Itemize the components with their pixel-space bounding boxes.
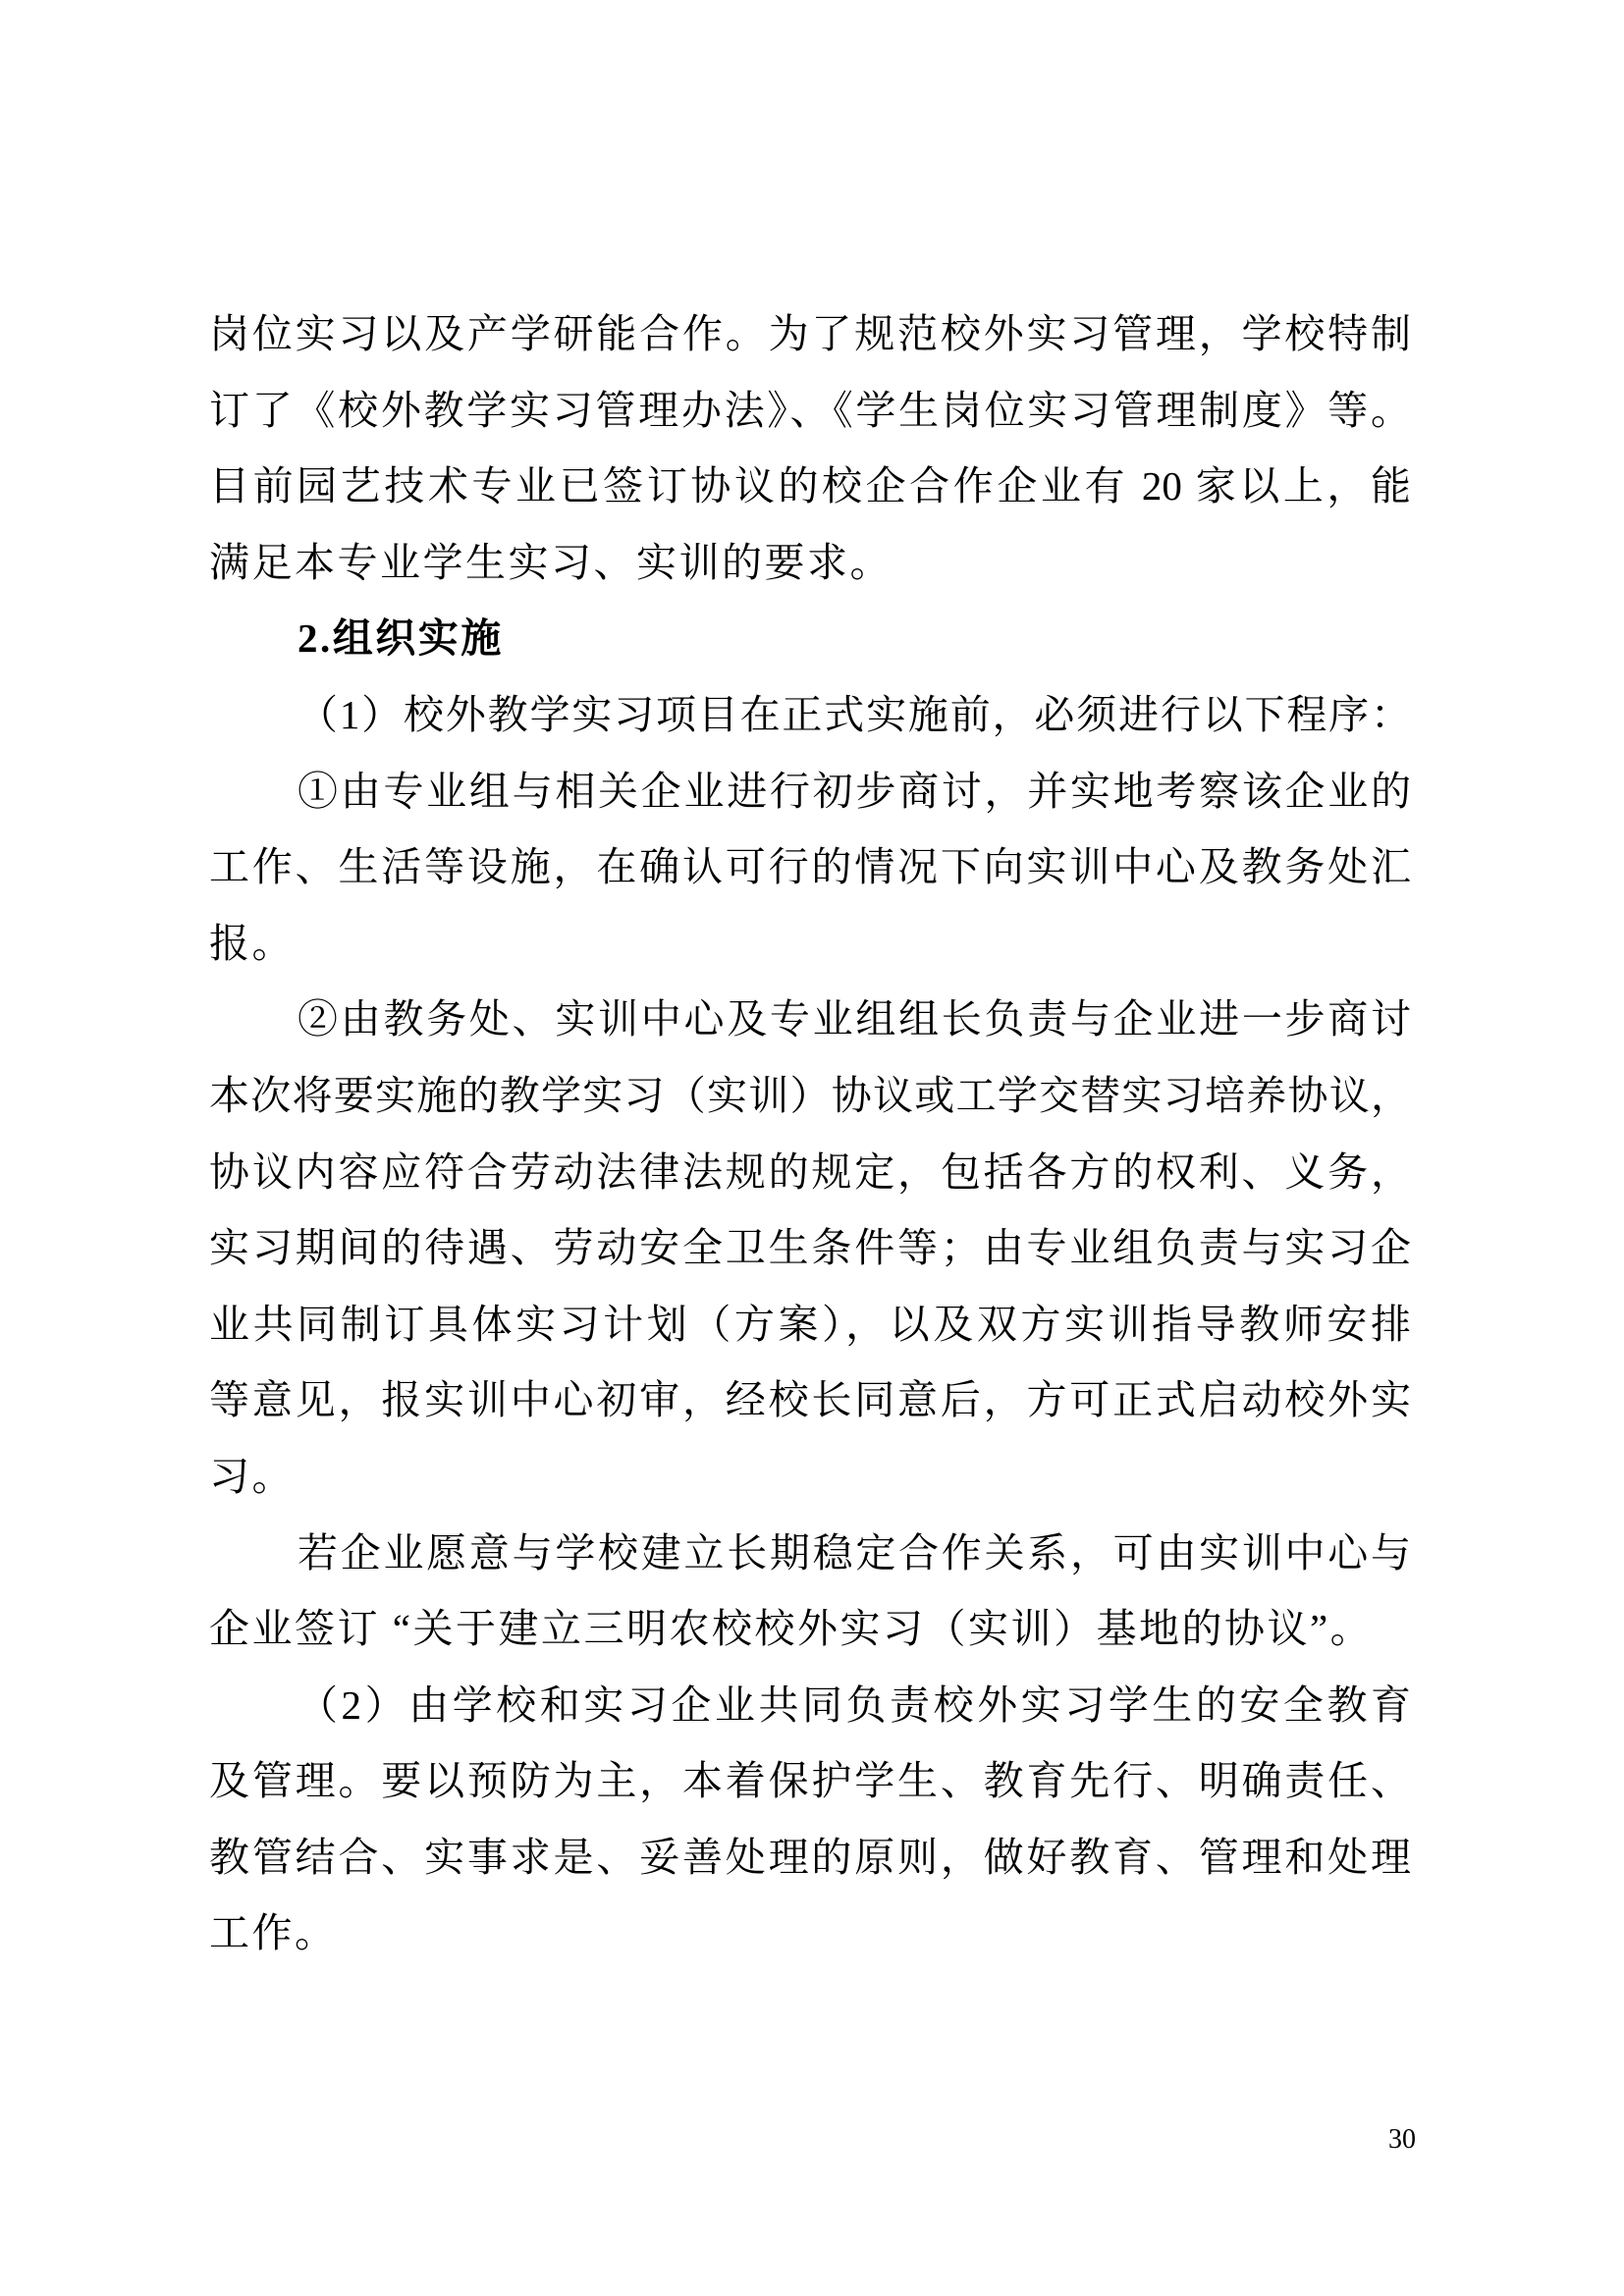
text-line: 等意见，报实训中心初审，经校长同意后，方可正式启动校外实 [209, 1377, 1411, 1423]
text-line: （2）由学校和实习企业共同负责校外实习学生的安全教育 [298, 1682, 1411, 1728]
text-line: 教管结合、实事求是、妥善处理的原则，做好教育、管理和处理 [209, 1834, 1411, 1880]
text-line: 协议内容应符合劳动法律法规的规定，包括各方的权利、义务， [209, 1148, 1411, 1195]
text-line: 业共同制订具体实习计划（方案），以及双方实训指导教师安排 [209, 1301, 1411, 1347]
text-line: 习。 [209, 1453, 295, 1499]
text-line: 企业签订 “关于建立三明农校校外实习（实训）基地的协议”。 [209, 1606, 1374, 1652]
section-heading: 2.组织实施 [298, 615, 504, 662]
text-line: ②由教务处、实训中心及专业组组长负责与企业进一步商讨 [298, 996, 1411, 1042]
text-line: 若企业愿意与学校建立长期稳定合作关系，可由实训中心与 [298, 1529, 1411, 1575]
text-line: ①由专业组与相关企业进行初步商讨，并实地考察该企业的 [298, 768, 1411, 814]
text-line: 本次将要实施的教学实习（实训）协议或工学交替实习培养协议， [209, 1072, 1411, 1118]
page-number: 30 [1388, 2124, 1416, 2155]
text-line: 实习期间的待遇、劳动安全卫生条件等；由专业组负责与实习企 [209, 1225, 1411, 1271]
text-block [209, 296, 1411, 1972]
text-line: 工作。 [209, 1910, 338, 1956]
text-line: （1）校外教学实习项目在正式实施前，必须进行以下程序： [298, 691, 1411, 737]
text-line: 订了《校外教学实习管理办法》、《学生岗位实习管理制度》等。 [209, 387, 1411, 433]
text-line: 工作、生活等设施，在确认可行的情况下向实训中心及教务处汇 [209, 844, 1411, 890]
text-line: 满足本专业学生实习、实训的要求。 [209, 539, 893, 585]
text-line: 报。 [209, 920, 295, 966]
text-line: 目前园艺技术专业已签订协议的校企合作企业有 20 家以上，能 [209, 463, 1411, 509]
text-line: 及管理。要以预防为主，本着保护学生、教育先行、明确责任、 [209, 1758, 1411, 1804]
text-line: 岗位实习以及产学研能合作。为了规范校外实习管理，学校特制 [209, 311, 1411, 356]
